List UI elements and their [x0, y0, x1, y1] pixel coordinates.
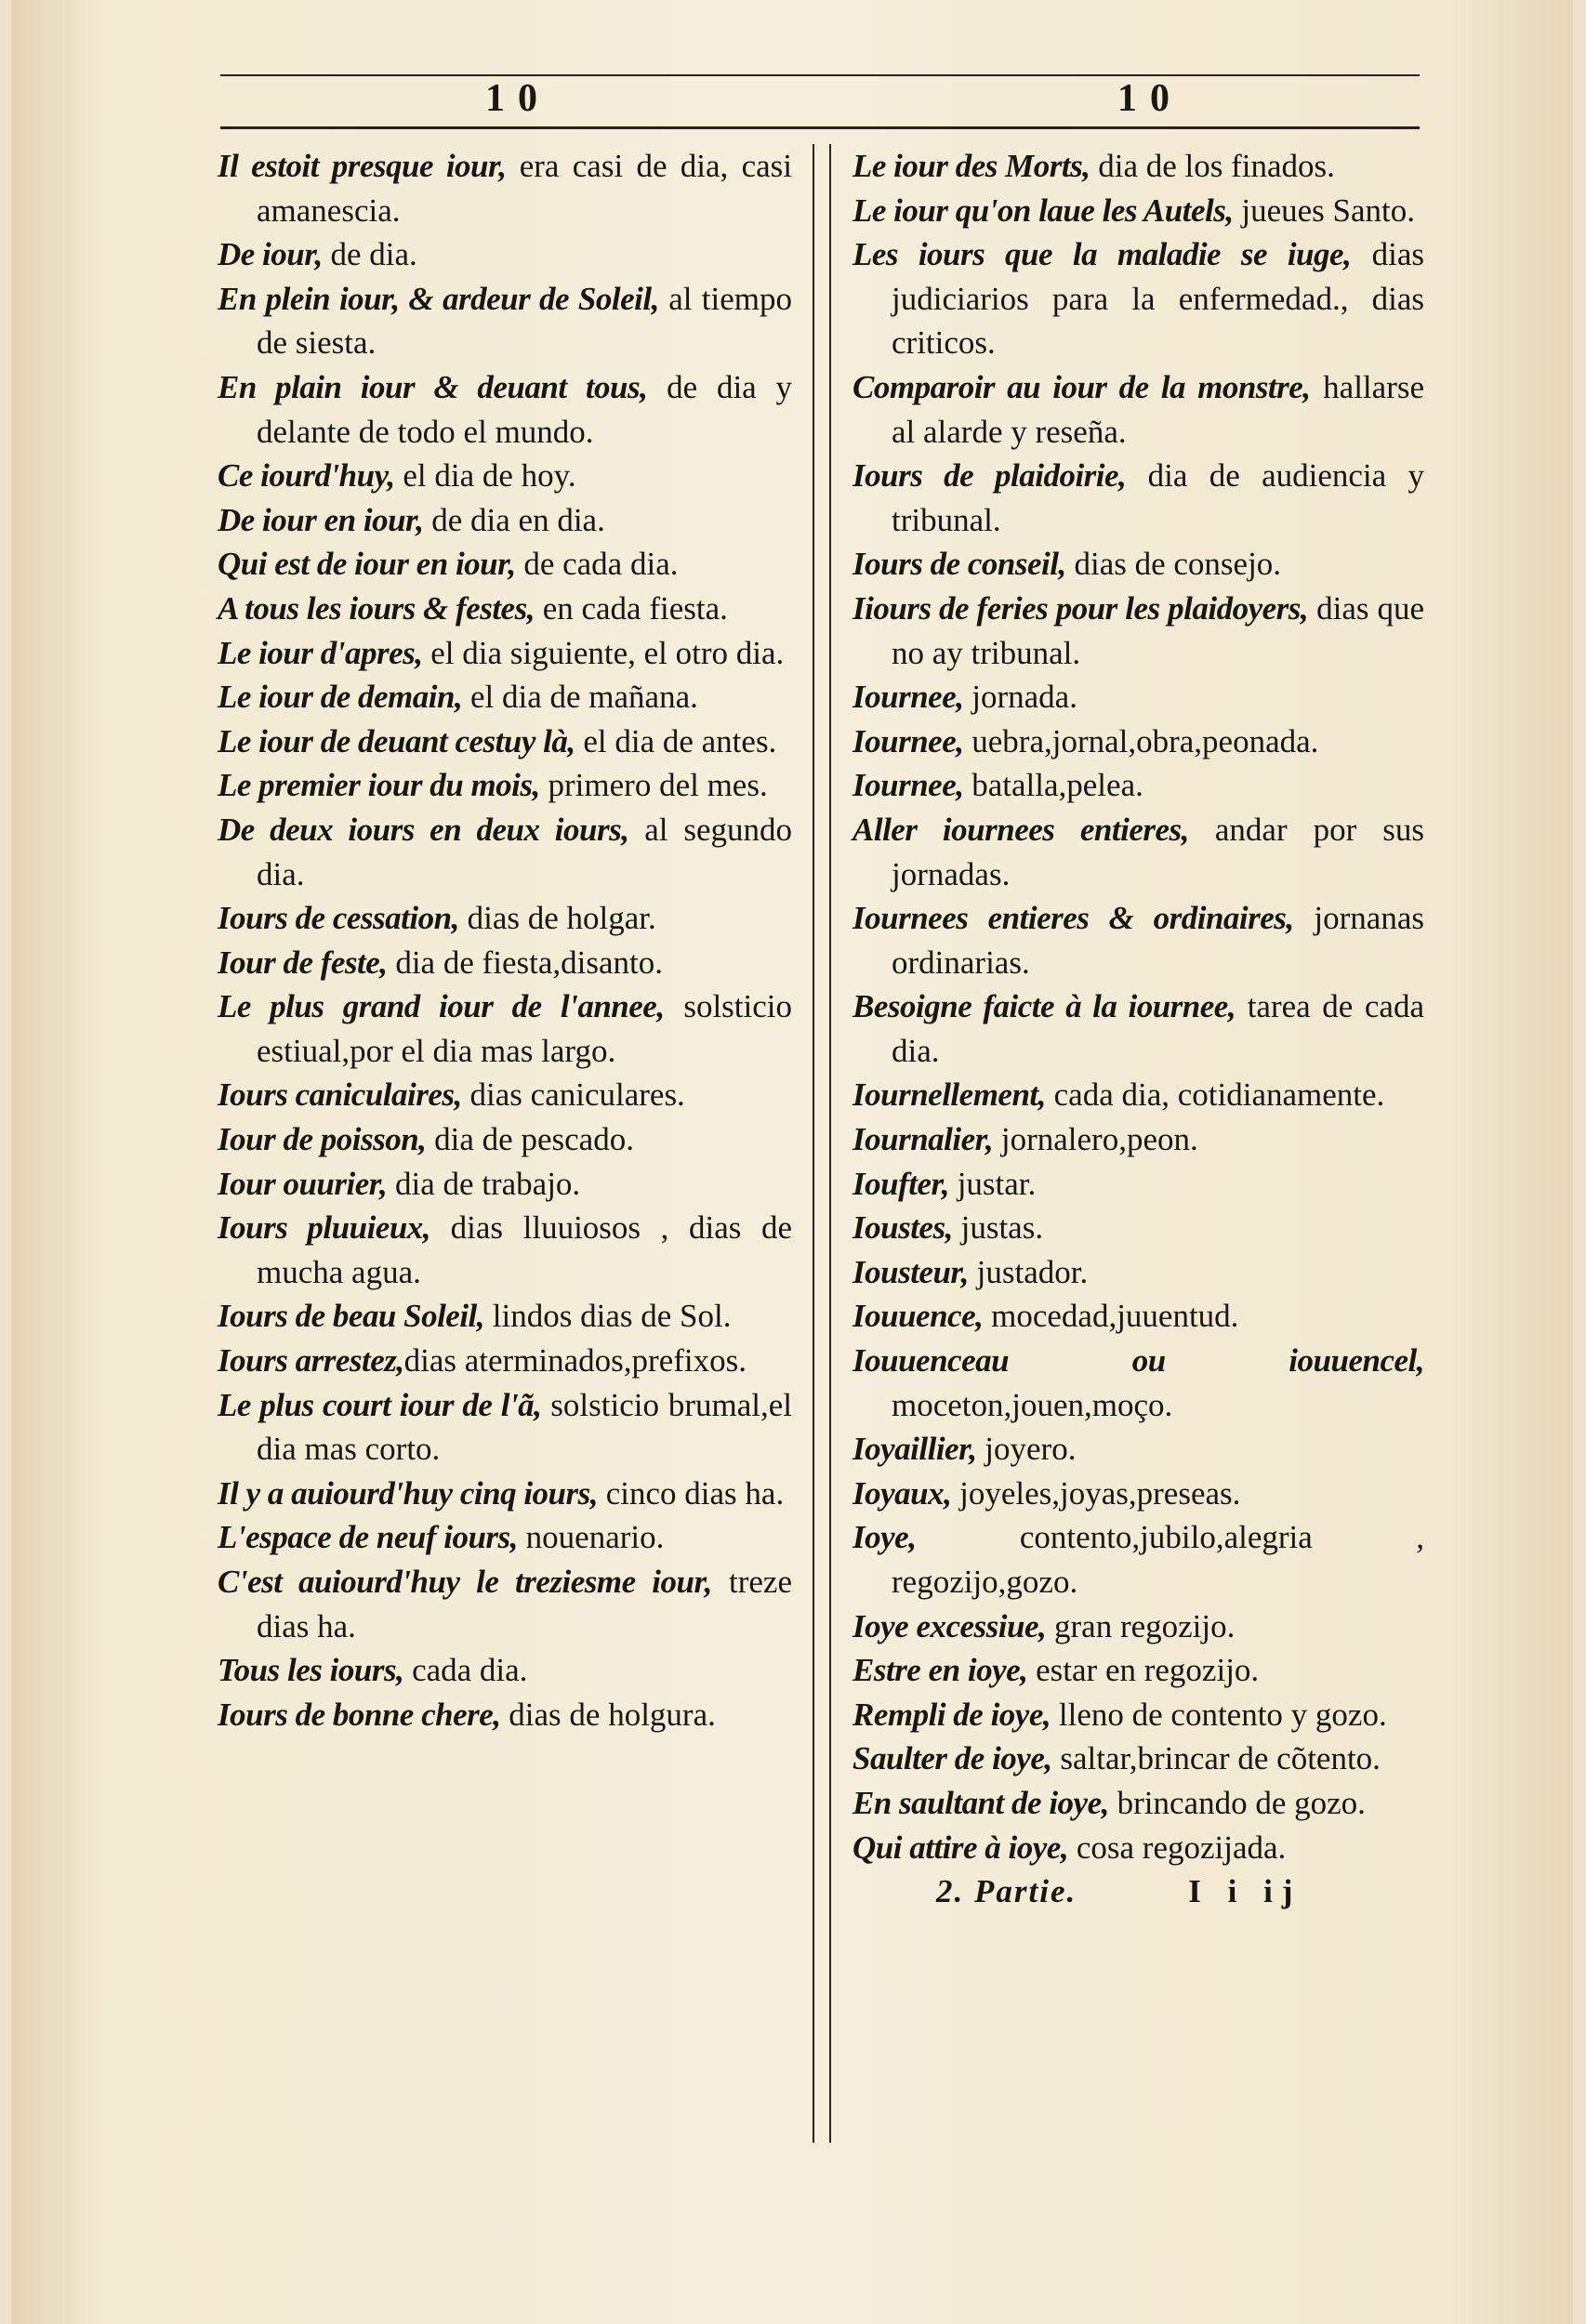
dictionary-entry: [852, 542, 1424, 587]
dictionary-entry: [218, 1648, 792, 1693]
french-headword: Le iour des Morts,: [852, 148, 1090, 184]
dictionary-entry: [852, 984, 1424, 1073]
dictionary-entry: [852, 675, 1424, 720]
spanish-translation: contento,jubilo,alegria , regozijo,gozo.: [892, 1519, 1424, 1600]
spanish-translation: dias de consejo.: [1065, 546, 1282, 583]
header-rule: [220, 74, 1420, 76]
spanish-translation: tarea de cada dia.: [892, 988, 1424, 1069]
french-headword: Iournee,: [852, 722, 964, 759]
french-headword: En saultant de ioye,: [852, 1784, 1109, 1821]
french-headword: Iours pluuieux,: [218, 1209, 431, 1247]
dictionary-entry: [218, 232, 792, 277]
french-headword: Les iours que la maladie se iuge,: [852, 236, 1352, 273]
french-headword: L'espace de neuf iours,: [218, 1519, 518, 1556]
book-page: [11, 0, 1573, 2324]
spanish-translation: moceton,jouen,moço.: [892, 1386, 1173, 1423]
page-footer: [852, 1869, 1424, 1914]
spanish-translation: cada dia, cotidianamente.: [1045, 1076, 1385, 1114]
french-headword: Iouuence,: [852, 1298, 984, 1335]
french-headword: Il y a auiourd'huy cinq iours,: [218, 1474, 598, 1512]
spanish-translation: cinco dias ha.: [598, 1474, 785, 1512]
running-header: [220, 63, 1420, 128]
dictionary-entry: [218, 498, 792, 543]
dictionary-entry: [218, 720, 792, 764]
french-headword: Besoigne faicte à la iournee,: [852, 988, 1236, 1025]
french-headword: C'est auiourd'huy le treziesme iour,: [218, 1564, 712, 1600]
dictionary-entry: [852, 1736, 1424, 1781]
column-divider: [829, 144, 831, 2143]
spanish-translation: dias de holgura.: [500, 1696, 716, 1733]
dictionary-entry: [852, 1073, 1424, 1117]
dictionary-entry: [218, 1472, 792, 1516]
spanish-translation: dia de fiesta,disanto.: [387, 944, 664, 981]
dictionary-entry: [852, 1427, 1424, 1472]
dictionary-entry: [218, 1206, 792, 1294]
french-headword: Le premier iour du mois,: [218, 767, 540, 804]
spanish-translation: gran regozijo.: [1046, 1607, 1236, 1644]
french-headword: Iours arrestez,: [218, 1342, 404, 1380]
dictionary-entry: [218, 631, 792, 676]
spanish-translation: andar por sus jornadas.: [892, 811, 1424, 892]
dictionary-entry: [852, 1162, 1424, 1207]
dictionary-entry: [218, 675, 792, 720]
spanish-translation: en cada fiesta.: [534, 589, 728, 627]
french-headword: Ioye excessiue,: [852, 1607, 1047, 1644]
french-headword: Iours de plaidoirie,: [852, 457, 1127, 495]
french-headword: Ioustes,: [852, 1209, 953, 1247]
dictionary-entry: [852, 1826, 1424, 1870]
french-headword: Estre en ioye,: [852, 1652, 1028, 1689]
spanish-translation: dias que no ay tribunal.: [892, 589, 1425, 671]
french-headword: Comparoir au iour de la monstre,: [852, 368, 1311, 405]
french-headword: Ioufter,: [852, 1165, 949, 1202]
dictionary-entry: [852, 1648, 1424, 1693]
french-headword: Qui attire à ioye,: [852, 1829, 1069, 1866]
spanish-translation: dias de holgar.: [458, 900, 656, 937]
dictionary-entry: [218, 1162, 792, 1207]
spanish-translation: jornanas ordinarias.: [892, 900, 1424, 981]
french-headword: Le plus grand iour de l'annee,: [218, 988, 665, 1025]
french-headword: Iours caniculaires,: [218, 1076, 462, 1114]
dictionary-entry: [218, 365, 792, 454]
spanish-translation: dias judiciarios para la enfermedad., dias criticos.: [892, 236, 1424, 362]
french-headword: Ioyaillier,: [852, 1431, 977, 1468]
french-headword: Iours de beau Soleil,: [218, 1298, 485, 1335]
spanish-translation: de cada dia.: [515, 546, 679, 583]
right-column: [852, 144, 1424, 1914]
dictionary-entry: [852, 1206, 1424, 1250]
french-headword: En plain iour & deuant tous,: [218, 368, 648, 405]
french-headword: Iours de cessation,: [218, 900, 459, 937]
dictionary-entry: [218, 808, 792, 896]
spanish-translation: de dia.: [322, 236, 417, 273]
header-rule: [220, 126, 1420, 129]
french-headword: Iournee,: [852, 767, 964, 804]
spanish-translation: lindos dias de Sol.: [484, 1298, 732, 1335]
spanish-translation: al segundo dia.: [257, 811, 792, 892]
spanish-translation: el dia de antes.: [575, 722, 777, 759]
french-headword: Iour de feste,: [218, 944, 388, 981]
spanish-translation: dias lluuiosos , dias de mucha agua.: [257, 1209, 792, 1290]
spanish-translation: lleno de contento y gozo.: [1051, 1696, 1387, 1733]
spanish-translation: uebra,jornal,obra,peonada.: [963, 722, 1319, 759]
dictionary-entry: [218, 144, 792, 232]
signature-mark: I i ij: [1188, 1873, 1302, 1910]
french-headword: Tous les iours,: [218, 1652, 404, 1689]
spanish-translation: justador.: [968, 1253, 1089, 1290]
spanish-translation: dia de los finados.: [1090, 148, 1335, 184]
dictionary-entry: [852, 1250, 1424, 1295]
french-headword: Rempli de ioye,: [852, 1696, 1051, 1733]
dictionary-entry: [218, 941, 792, 985]
column-divider: [813, 144, 814, 2143]
dictionary-entry: [218, 1515, 792, 1560]
french-headword: Iiours de feries pour les plaidoyers,: [852, 589, 1309, 627]
dictionary-entry: [852, 1117, 1424, 1162]
french-headword: Iousteur,: [852, 1253, 969, 1290]
spanish-translation: dia de trabajo.: [387, 1165, 581, 1202]
dictionary-entry: [218, 984, 792, 1073]
spanish-translation: al tiempo de siesta.: [257, 280, 793, 362]
dictionary-entry: [218, 587, 792, 631]
french-headword: Il estoit presque iour,: [218, 148, 507, 184]
french-headword: Iours de conseil,: [852, 546, 1066, 583]
part-label: 2. Partie.: [936, 1873, 1077, 1910]
spanish-translation: el dia de mañana.: [462, 679, 698, 716]
spanish-translation: el dia siguiente, el otro dia.: [422, 634, 785, 671]
french-headword: Iournellement,: [852, 1076, 1046, 1114]
spanish-translation: jornalero,peon.: [993, 1121, 1198, 1158]
french-headword: Iour ouurier,: [218, 1165, 388, 1202]
dictionary-entry: [218, 277, 792, 365]
dictionary-entry: [852, 1294, 1424, 1339]
dictionary-entry: [218, 763, 792, 808]
dictionary-entry: [852, 896, 1424, 984]
spanish-translation: batalla,pelea.: [963, 767, 1143, 804]
dictionary-entry: [852, 1339, 1424, 1427]
dictionary-entry: [218, 1560, 792, 1648]
spanish-translation: de dia y delante de todo el mundo.: [257, 368, 792, 450]
french-headword: A tous les iours & festes,: [218, 589, 535, 627]
spanish-translation: de dia en dia.: [423, 501, 605, 538]
dictionary-entry: [218, 542, 792, 587]
french-headword: Le iour de deuant cestuy là,: [218, 722, 575, 759]
dictionary-entry: [852, 1604, 1424, 1649]
french-headword: Iournalier,: [852, 1121, 994, 1158]
french-headword: Iours de bonne chere,: [218, 1696, 501, 1733]
spanish-translation: justar.: [948, 1165, 1037, 1202]
french-headword: De deux iours en deux iours,: [218, 811, 629, 848]
dictionary-entry: [852, 1472, 1424, 1516]
spanish-translation: brincando de gozo.: [1108, 1784, 1366, 1821]
dictionary-entry: [218, 1339, 792, 1383]
french-headword: Iour de poisson,: [218, 1121, 427, 1158]
dictionary-entry: [218, 1294, 792, 1339]
spanish-translation: dia de pescado.: [426, 1121, 634, 1158]
spanish-translation: joyeles,joyas,preseas.: [951, 1474, 1241, 1512]
dictionary-entry: [852, 808, 1424, 896]
dictionary-entry: [218, 454, 792, 498]
dictionary-entry: [218, 1117, 792, 1162]
spanish-translation: primero del mes.: [539, 767, 768, 804]
dictionary-entry: [852, 365, 1424, 454]
french-headword: Le plus court iour de l'ã,: [218, 1386, 542, 1423]
spanish-translation: hallarse al alarde y reseña.: [892, 368, 1424, 450]
dictionary-entry: [852, 720, 1424, 764]
dictionary-entry: [852, 1781, 1424, 1826]
spanish-translation: treze dias ha.: [257, 1564, 792, 1644]
french-headword: Iouuenceau ou iouuencel,: [852, 1342, 1424, 1380]
spanish-translation: nouenario.: [517, 1519, 665, 1556]
dictionary-entry: [852, 232, 1424, 365]
spanish-translation: saltar,brincar de cõtento.: [1051, 1740, 1381, 1777]
french-headword: Saulter de ioye,: [852, 1740, 1052, 1777]
folio-right: 10: [1117, 77, 1183, 120]
french-headword: En plein iour, & ardeur de Soleil,: [218, 280, 659, 317]
dictionary-entry: [218, 1073, 792, 1117]
spanish-translation: solsticio estiual,por el dia mas largo.: [257, 988, 792, 1069]
french-headword: Iournees entieres & ordinaires,: [852, 900, 1294, 937]
dictionary-entry: [852, 144, 1424, 189]
spanish-translation: estar en regozijo.: [1027, 1652, 1260, 1689]
french-headword: De iour en iour,: [218, 501, 424, 538]
dictionary-entry: [218, 1383, 792, 1472]
french-headword: Qui est de iour en iour,: [218, 546, 516, 583]
french-headword: De iour,: [218, 236, 323, 273]
spanish-translation: el dia de hoy.: [394, 457, 576, 495]
left-column: [218, 144, 792, 1736]
french-headword: Aller iournees entieres,: [852, 811, 1189, 848]
dictionary-entry: [218, 896, 792, 941]
spanish-translation: mocedad,juuentud.: [983, 1298, 1239, 1335]
spanish-translation: jornada.: [963, 679, 1077, 716]
spanish-translation: cosa regozijada.: [1068, 1829, 1287, 1866]
spanish-translation: dias caniculares.: [461, 1076, 685, 1114]
spanish-translation: justas.: [952, 1209, 1044, 1247]
french-headword: Le iour qu'on laue les Autels,: [852, 191, 1234, 229]
french-headword: Le iour de demain,: [218, 679, 463, 716]
french-headword: Le iour d'apres,: [218, 634, 423, 671]
dictionary-entry: [852, 763, 1424, 808]
dictionary-entry: [852, 587, 1424, 675]
french-headword: Ioyaux,: [852, 1474, 952, 1512]
french-headword: Iournee,: [852, 679, 964, 716]
spanish-translation: era casi de dia, casi amanescia.: [257, 148, 792, 229]
dictionary-entry: [852, 1693, 1424, 1737]
dictionary-entry: [852, 189, 1424, 233]
spanish-translation: dias aterminados,prefixos.: [403, 1342, 747, 1380]
spanish-translation: jueues Santo.: [1233, 191, 1415, 229]
spanish-translation: joyero.: [976, 1431, 1077, 1468]
french-headword: Ioye,: [852, 1519, 917, 1556]
french-headword: Ce iourd'huy,: [218, 457, 395, 495]
dictionary-entry: [218, 1693, 792, 1737]
spanish-translation: solsticio brumal,el dia mas corto.: [257, 1386, 792, 1468]
folio-left: 10: [485, 77, 550, 120]
spanish-translation: dia de audiencia y tribunal.: [892, 457, 1424, 538]
dictionary-entry: [852, 454, 1424, 542]
dictionary-entry: [852, 1515, 1424, 1604]
spanish-translation: cada dia.: [403, 1652, 528, 1689]
